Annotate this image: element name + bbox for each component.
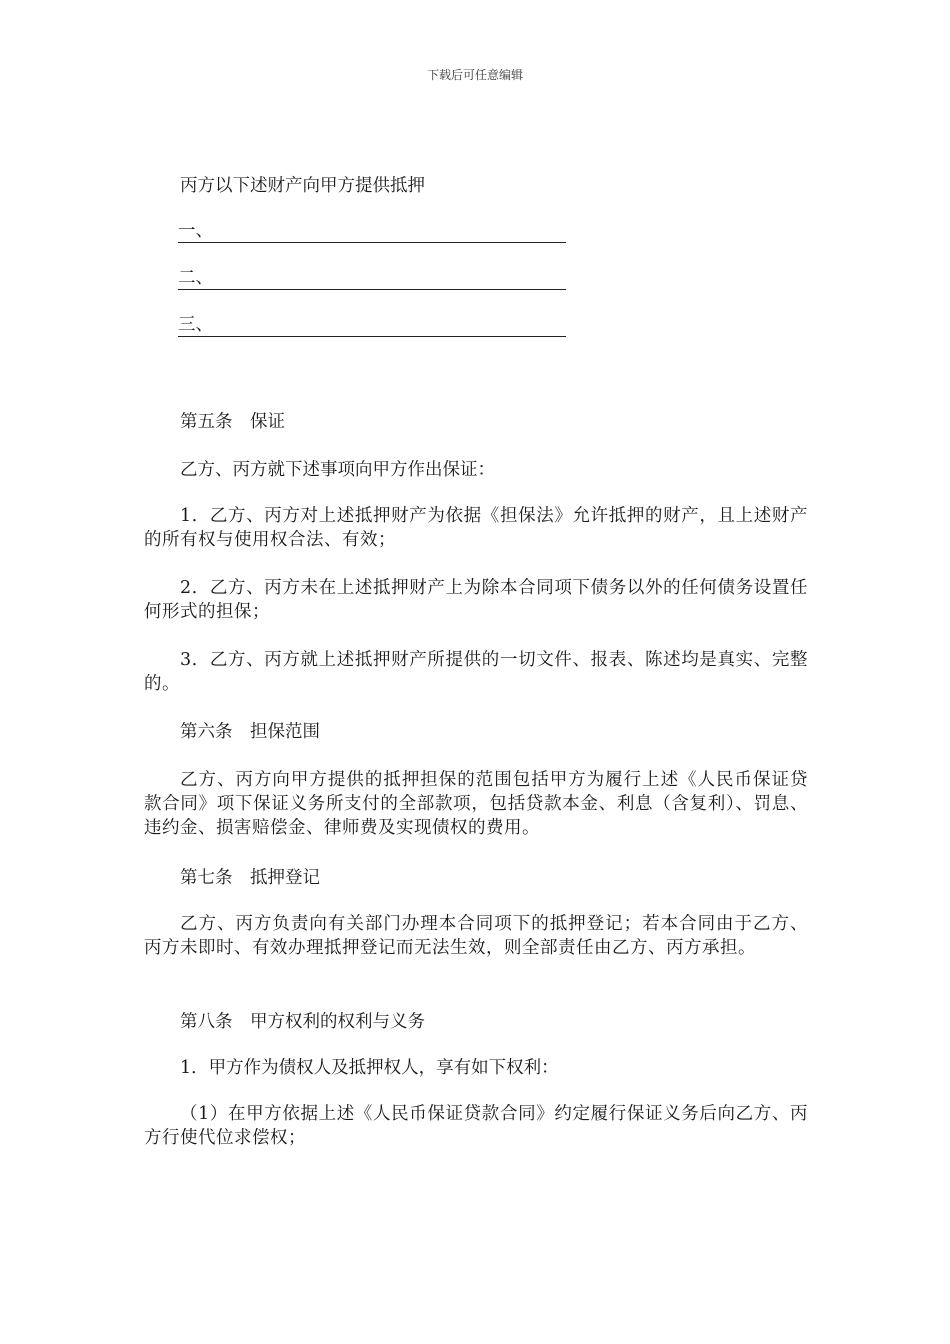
- article-5-heading: 第五条 保证: [180, 412, 285, 432]
- article-5-item-2: 2．乙方、丙方未在上述抵押财产上为除本合同项下债务以外的任何债务设置任何形式的担保；: [144, 578, 808, 622]
- article-5-lead: 乙方、丙方就下述事项向甲方作出保证：: [180, 460, 495, 480]
- article-5-item-3: 3．乙方、丙方就上述抵押财产所提供的一切文件、报表、陈述均是真实、完整的。: [144, 650, 808, 694]
- article-5-item-1: 1．乙方、丙方对上述抵押财产为依据《担保法》允许抵押的财产，且上述财产的所有权与使用权合法、有效；: [144, 506, 808, 550]
- collateral-intro: 丙方以下述财产向甲方提供抵押: [180, 176, 425, 196]
- collateral-blank-1: 一、: [178, 220, 566, 243]
- article-7-heading: 第七条 抵押登记: [180, 868, 320, 888]
- article-8-heading: 第八条 甲方权利的权利与义务: [180, 1012, 425, 1032]
- collateral-blank-3: 三、: [178, 314, 566, 337]
- article-8-item-1: 1．甲方作为债权人及抵押权人，享有如下权利：: [180, 1058, 559, 1078]
- page-header: 下载后可任意编辑: [426, 68, 523, 82]
- collateral-blank-2: 二、: [178, 267, 566, 290]
- article-7-body: 乙方、丙方负责向有关部门办理本合同项下的抵押登记；若本合同由于乙方、丙方未即时、有效办理抵押登记而无法生效，则全部责任由乙方、丙方承担。: [144, 914, 808, 958]
- article-6-heading: 第六条 担保范围: [180, 722, 320, 742]
- article-8-item-1-sub-1: （1）在甲方依据上述《人民币保证贷款合同》约定履行保证义务后向乙方、丙方行使代位求偿权；: [144, 1104, 808, 1148]
- article-6-body: 乙方、丙方向甲方提供的抵押担保的范围包括甲方为履行上述《人民币保证贷款合同》项下保证义务所支付的全部款项，包括贷款本金、利息（含复利）、罚息、违约金、损害赔偿金、律师费及实现债权的费用。: [144, 770, 808, 838]
